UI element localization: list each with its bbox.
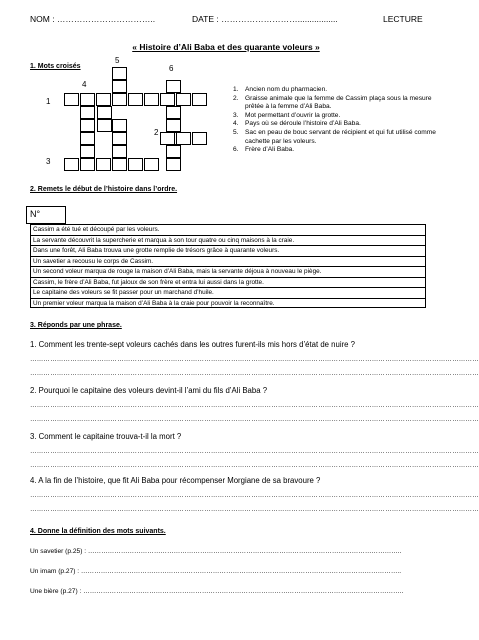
answer-line[interactable]: ………………………………………………………………………………………………………………………………………………………………………………… <box>30 356 479 363</box>
crossword-cell[interactable] <box>80 158 95 171</box>
name-field-label: NOM : …………………………….. <box>30 14 156 24</box>
crossword-cell[interactable] <box>128 93 143 106</box>
definition-savetier[interactable]: Un savetier (p.25) : …………………………………………………………………………………………………………………………….. <box>30 548 402 555</box>
clue-number-6: 6 <box>169 64 174 73</box>
crossword-cell[interactable] <box>80 93 95 106</box>
crossword-cell[interactable] <box>160 132 175 145</box>
crossword-cell[interactable] <box>80 119 95 132</box>
definition-item: 3. Mot permettant d’ouvrir la grotte. <box>233 111 341 119</box>
story-strip: Dans une forêt, Ali Baba trouva une grotte remplie de trésors grâce à quarante voleurs. <box>30 245 426 256</box>
story-strip: Cassim, le frère d’Ali Baba, fut jaloux de son frère et entra lui aussi dans la grotte. <box>30 277 426 288</box>
story-strips <box>30 224 426 308</box>
crossword-cell[interactable] <box>166 145 181 158</box>
crossword-cell[interactable] <box>64 158 79 171</box>
definition-item: 1. Ancien nom du pharmacien. <box>233 86 328 93</box>
lecture-label: LECTURE <box>383 14 423 24</box>
crossword-cell[interactable] <box>112 67 127 80</box>
crossword-cell[interactable] <box>144 93 159 106</box>
crossword-cell[interactable] <box>166 158 181 171</box>
clue-number-1: 1 <box>46 97 51 106</box>
crossword-cell[interactable] <box>166 106 181 119</box>
crossword-cell[interactable] <box>144 158 159 171</box>
story-strip: Un second voleur marqua de rouge la maison d’Ali Baba, mais la servante déjoua à nouveau le piège. <box>30 266 426 277</box>
clue-number-4: 4 <box>82 80 87 89</box>
date-field-label: DATE : ………………………................. <box>192 14 338 24</box>
question-4: 4. A la fin de l’histoire, que fit Ali Baba pour récompenser Morgiane de sa bravoure ? <box>30 476 321 485</box>
answer-line[interactable]: ………………………………………………………………………………………………………………………………………………………………………………… <box>30 462 479 469</box>
clue-number-3: 3 <box>46 157 51 166</box>
crossword-cell[interactable] <box>80 132 95 145</box>
document-title: « Histoire d’Ali Baba et des quarante voleurs » <box>132 42 320 52</box>
definition-item: 4. Pays où se déroule l’histoire d’Ali Baba. <box>233 120 361 128</box>
crossword-cell[interactable] <box>112 119 127 132</box>
crossword-cell[interactable] <box>192 93 207 106</box>
crossword-cell[interactable] <box>64 93 79 106</box>
crossword-cell[interactable] <box>160 93 175 106</box>
story-strip: Un savetier a recousu le corps de Cassim. <box>30 256 426 267</box>
definition-biere[interactable]: Une bière (p.27) : ……………………………………………………………………………………………………………………………….. <box>30 588 404 595</box>
crossword-cell[interactable] <box>176 132 191 145</box>
crossword-cell[interactable] <box>80 106 95 119</box>
clue-number-5: 5 <box>115 56 120 65</box>
crossword-cell[interactable] <box>112 145 127 158</box>
answer-line[interactable]: ………………………………………………………………………………………………………………………………………………………………………………… <box>30 370 479 377</box>
crossword-cell[interactable] <box>112 132 127 145</box>
crossword-grid <box>0 0 240 180</box>
question-2: 2. Pourquoi le capitaine des voleurs devint-il l’ami du fils d’Ali Baba ? <box>30 386 268 395</box>
crossword-cell[interactable] <box>112 93 127 106</box>
section-3-heading: 3. Réponds par une phrase. <box>30 322 122 329</box>
definition-item: 6. Frère d’Ali Baba. <box>233 146 295 154</box>
clue-number-2: 2 <box>154 128 159 137</box>
definition-item: 5. Sac en peau de bouc servant de récipient et qui fut utilisé comme cachette par les voleurs. <box>233 128 436 145</box>
answer-line[interactable]: ………………………………………………………………………………………………………………………………………………………………………………… <box>30 506 479 513</box>
question-3: 3. Comment le capitaine trouva-t-il la mort ? <box>30 432 182 441</box>
story-strip: Le capitaine des voleurs se fit passer pour un marchand d’huile. <box>30 287 426 298</box>
crossword-cell[interactable] <box>112 158 127 171</box>
crossword-cell[interactable] <box>96 93 111 106</box>
answer-line[interactable]: ………………………………………………………………………………………………………………………………………………………………………………… <box>30 448 479 455</box>
section-4-heading: 4. Donne la définition des mots suivants. <box>30 528 166 535</box>
crossword-cell[interactable] <box>80 145 95 158</box>
section-2-heading: 2. Remets le début de l’histoire dans l’ordre. <box>30 186 178 193</box>
answer-line[interactable]: ………………………………………………………………………………………………………………………………………………………………………………… <box>30 416 479 423</box>
crossword-cell[interactable] <box>166 80 181 93</box>
definition-item: 2. Graisse animale que la femme de Cassim plaça sous la mesure prêtée à la femme d’Ali Baba. <box>233 94 432 111</box>
crossword-cell[interactable] <box>97 119 112 132</box>
crossword-cell[interactable] <box>97 106 112 119</box>
order-number-header: N° <box>26 206 66 224</box>
question-1: 1. Comment les trente-sept voleurs cachés dans les outres furent-ils mis hors d’état de nuire ? <box>30 340 356 349</box>
crossword-cell[interactable] <box>192 132 207 145</box>
crossword-cell[interactable] <box>112 80 127 93</box>
crossword-cell[interactable] <box>176 93 191 106</box>
answer-line[interactable]: ………………………………………………………………………………………………………………………………………………………………………………… <box>30 492 479 499</box>
crossword-cell[interactable] <box>166 119 181 132</box>
answer-line[interactable]: ………………………………………………………………………………………………………………………………………………………………………………… <box>30 402 479 409</box>
crossword-cell[interactable] <box>128 158 143 171</box>
section-1-heading: 1. Mots croisés <box>30 63 81 70</box>
definition-imam[interactable]: Un imam (p.27) : ……………………………………………………………………………………………………………………………….. <box>30 568 402 575</box>
crossword-cell[interactable] <box>96 158 111 171</box>
crossword-definitions <box>233 86 445 155</box>
story-strip: Un premier voleur marqua la maison d’Ali Baba à la craie pour pouvoir la reconnaître. <box>30 298 426 309</box>
story-strip: Cassim a été tué et découpé par les voleurs. <box>30 224 426 235</box>
story-strip: La servante découvrit la supercherie et marqua à son tour quatre ou cinq maisons à la craie. <box>30 235 426 246</box>
